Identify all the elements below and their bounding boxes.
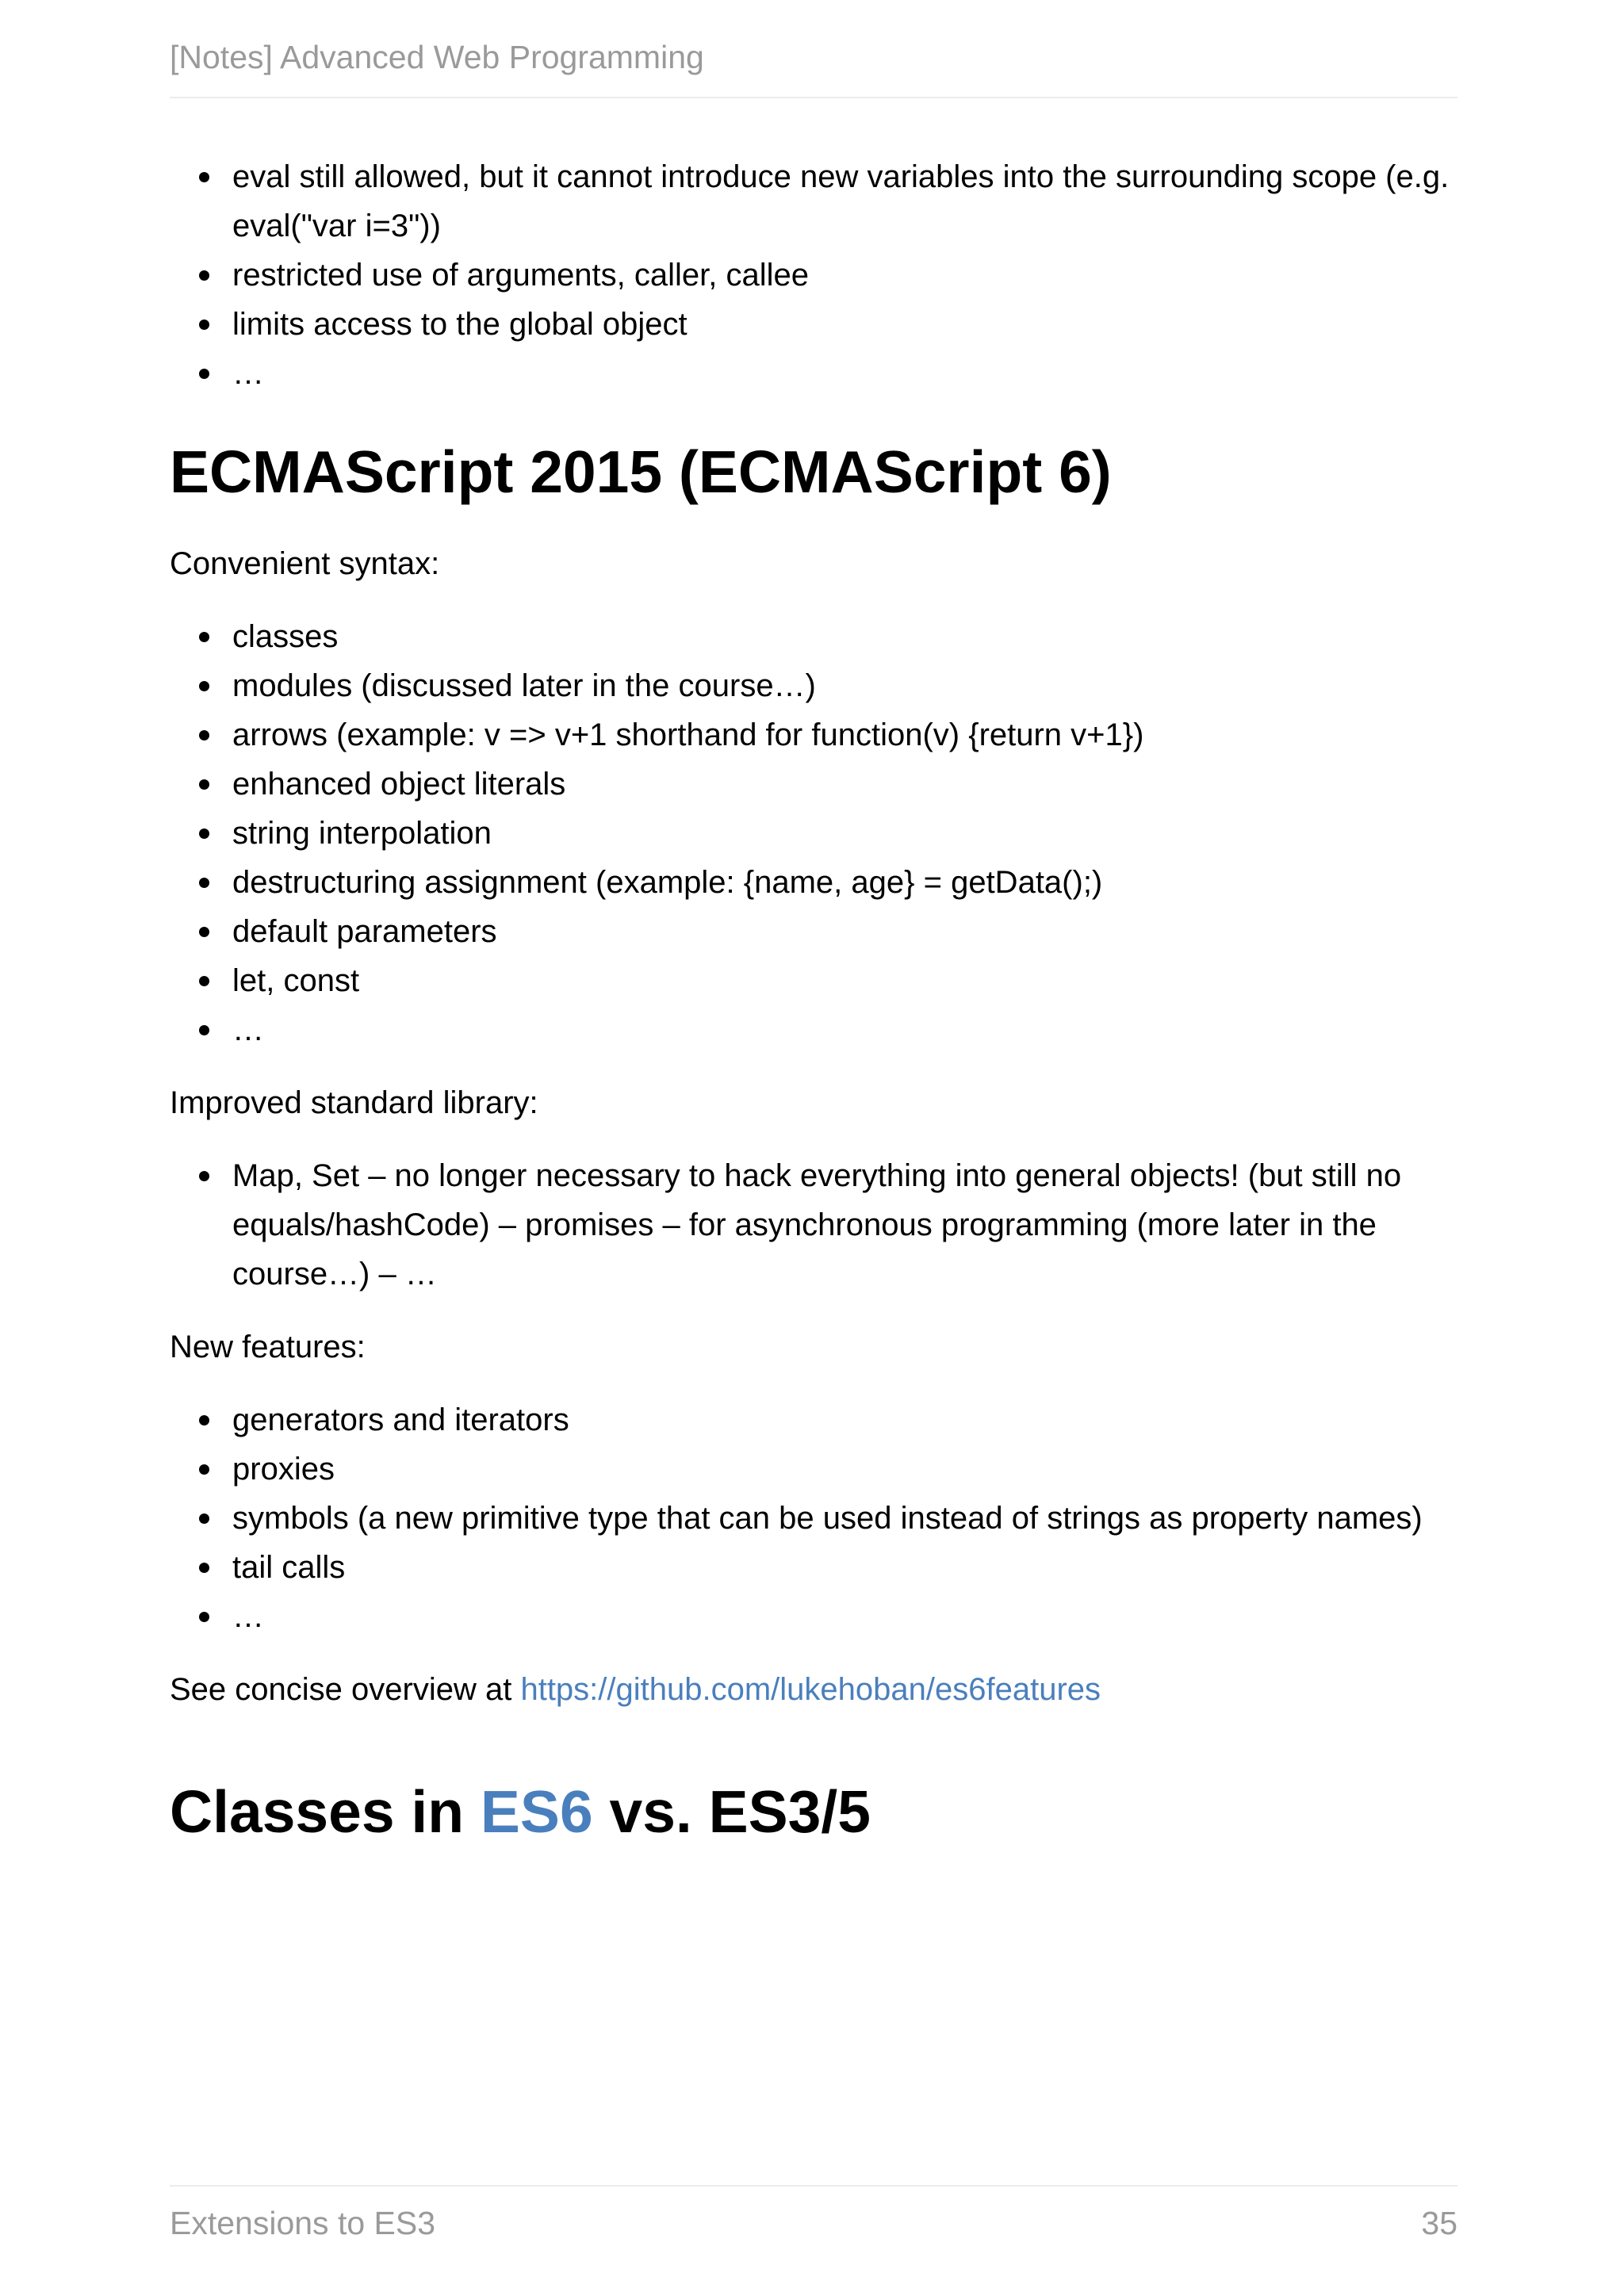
list-item: let, const: [232, 956, 1457, 1005]
list-item: arrows (example: v => v+1 shorthand for function(v) {return v+1}): [232, 710, 1457, 760]
list-item: restricted use of arguments, caller, callee: [232, 251, 1457, 300]
list-item: generators and iterators: [232, 1395, 1457, 1445]
document-title: [Notes] Advanced Web Programming: [170, 39, 704, 75]
section-heading-classes: [170, 1776, 1457, 1847]
list-item: enhanced object literals: [232, 760, 1457, 809]
features-list: [170, 1395, 1457, 1641]
list-item: limits access to the global object: [232, 300, 1457, 349]
list-item: eval still allowed, but it cannot introduce new variables into the surrounding scope (e.g. eval("var i=3")): [232, 152, 1457, 251]
section-heading-es6: ECMAScript 2015 (ECMAScript 6): [170, 438, 1112, 505]
chapter-title: Extensions to ES3: [170, 2205, 436, 2241]
page-footer: [170, 2185, 1457, 2245]
page-content: [170, 152, 1457, 1847]
overview-prefix: See concise overview at: [170, 1672, 521, 1707]
list-item: …: [232, 349, 1457, 398]
es6features-link[interactable]: https://github.com/lukehoban/es6features: [520, 1672, 1101, 1707]
syntax-label: Convenient syntax:: [170, 546, 440, 581]
heading-part: Classes in: [170, 1778, 481, 1845]
es6-link[interactable]: ES6: [480, 1778, 593, 1845]
syntax-list: [170, 612, 1457, 1054]
features-label: New features:: [170, 1330, 366, 1364]
list-item: …: [232, 1005, 1457, 1054]
list-item: modules (discussed later in the course…): [232, 661, 1457, 710]
list-item: Map, Set – no longer necessary to hack everything into general objects! (but still no equals/hashCode) – promises – for asynchronous programming (more later in the course…) – …: [232, 1151, 1457, 1299]
library-list: [170, 1151, 1457, 1299]
list-item: default parameters: [232, 907, 1457, 956]
overview-paragraph: [170, 1665, 1457, 1714]
list-item: …: [232, 1592, 1457, 1641]
page-header: [170, 35, 1457, 98]
list-item: tail calls: [232, 1543, 1457, 1592]
list-item: symbols (a new primitive type that can be used instead of strings as property names): [232, 1494, 1457, 1543]
list-item: classes: [232, 612, 1457, 661]
list-item: string interpolation: [232, 809, 1457, 858]
page-number: 35: [1421, 2205, 1457, 2241]
heading-part: vs. ES3/5: [592, 1778, 871, 1845]
list-item: proxies: [232, 1445, 1457, 1494]
library-label: Improved standard library:: [170, 1085, 538, 1120]
intro-list: [170, 152, 1457, 398]
list-item: destructuring assignment (example: {name, age} = getData();): [232, 858, 1457, 907]
